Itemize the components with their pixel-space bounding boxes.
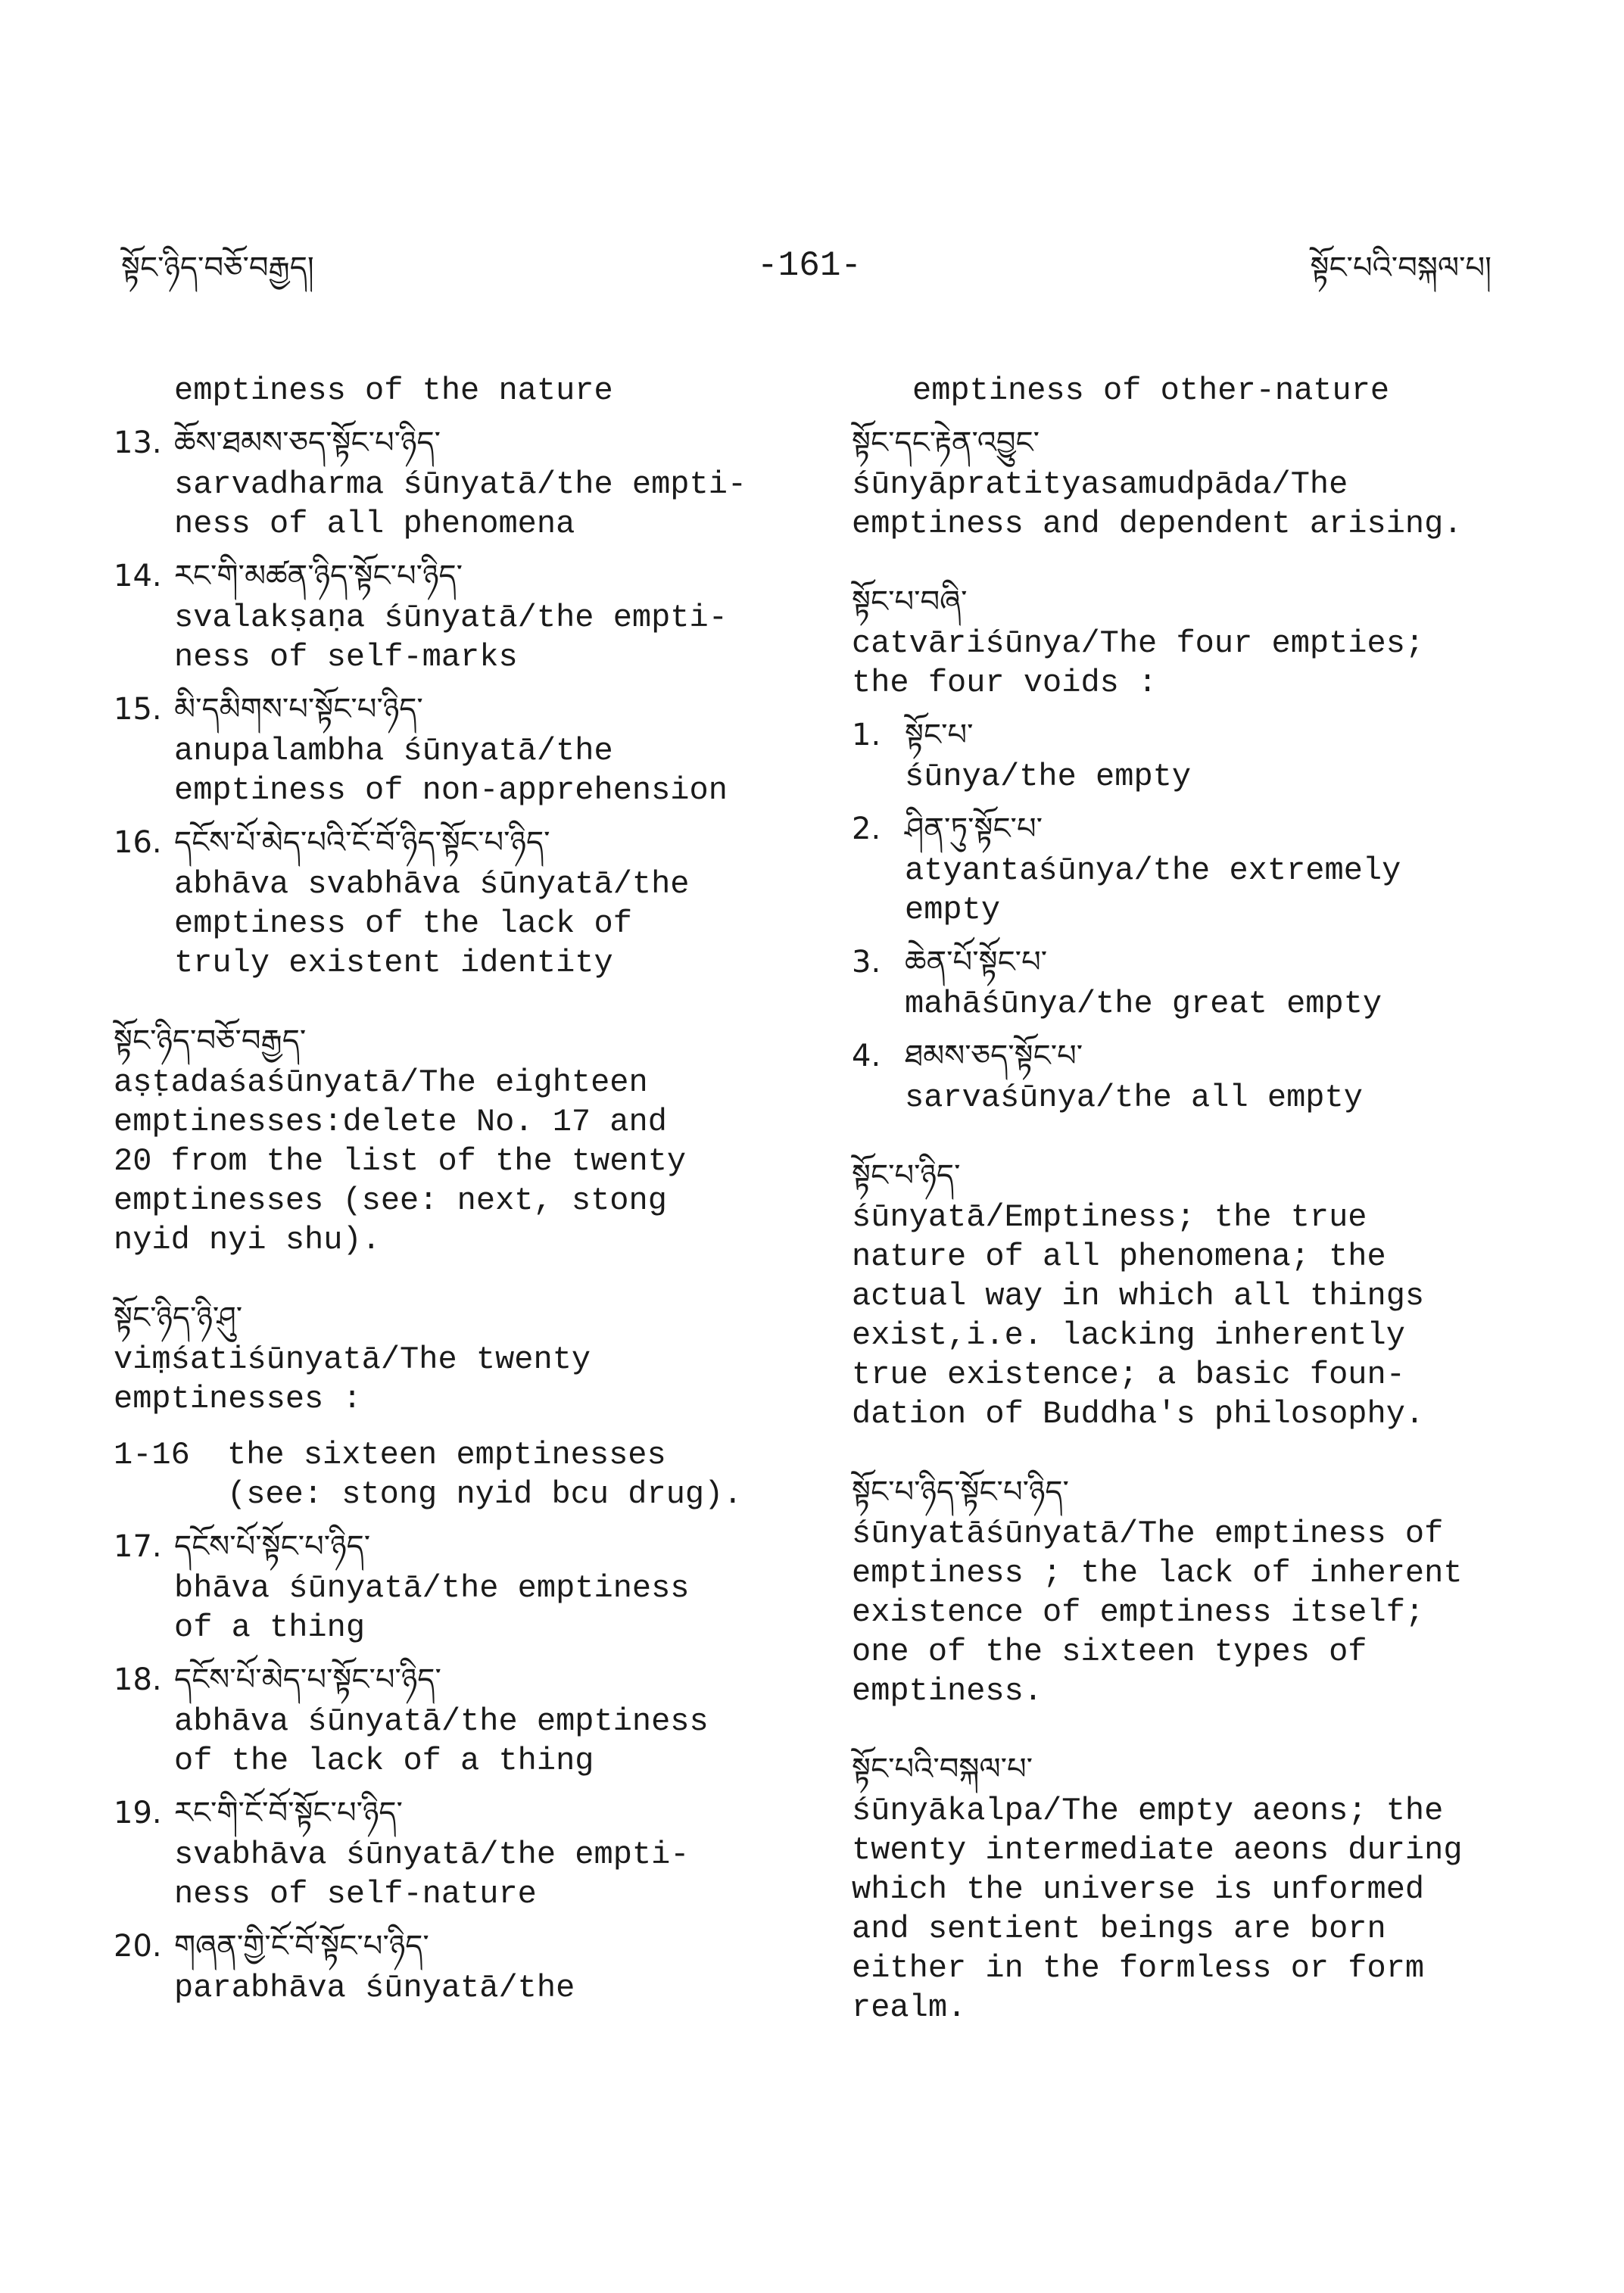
tibetan-term: ཤིན་ཏུ་སྟོང་པ་ — [905, 812, 1043, 846]
definition-line: actual way in which all things — [852, 1278, 1425, 1314]
item-number: 15. — [114, 692, 162, 727]
definition-line: sarvadharma śūnyatā/the empti- — [174, 466, 747, 503]
four-item-2 — [852, 807, 1518, 930]
tibetan-term: ཆོས་ཐམས་ཅད་སྟོང་པ་ཉིད་ — [174, 425, 441, 460]
list-item-14 — [114, 554, 780, 677]
definition-line: the four voids : — [852, 665, 1158, 701]
continuation-text: emptiness of other-nature — [912, 372, 1390, 409]
item-number: 13. — [114, 425, 162, 460]
definition-line: truly existent identity — [174, 945, 613, 981]
item-number: 4. — [852, 1039, 881, 1073]
tibetan-term: གཞན་གྱི་ངོ་བོ་སྟོང་པ་ཉིད་ — [174, 1929, 429, 1964]
definition-line: nyid nyi shu). — [114, 1222, 381, 1258]
item-number: 14. — [114, 559, 162, 594]
definition-line: which the universe is unformed — [852, 1871, 1425, 1908]
definition-line: emptinesses (see: next, stong — [114, 1182, 667, 1219]
list-item-1-16 — [114, 1435, 780, 1514]
definition-line: ness of self-marks — [174, 639, 518, 675]
entry-sunyata — [852, 1154, 1518, 1434]
definition-line: mahāśūnya/the great empty — [905, 986, 1382, 1022]
definition-line: śūnyāpratityasamudpāda/The — [852, 466, 1348, 503]
item-number: 19. — [114, 1796, 162, 1830]
continuation-text: emptiness of the nature — [174, 372, 613, 409]
tibetan-term: དངོས་པོ་མེད་པའི་ངོ་བོ་ཉིད་སྟོང་པ་ཉིད་ — [174, 825, 550, 860]
tibetan-term: སྟོང་པ་ — [905, 718, 974, 752]
tibetan-term: རང་གི་མཚན་ཉིད་སྟོང་པ་ཉིད་ — [174, 559, 463, 594]
definition-line: and sentient beings are born — [852, 1911, 1386, 1947]
item-number: 17. — [114, 1529, 162, 1564]
definition-line: dation of Buddha's philosophy. — [852, 1396, 1425, 1432]
tibetan-headword: སྟོང་ཉིད་ཉི་ཤུ་ — [114, 1301, 243, 1335]
entry-emptiness-dependent-arising — [852, 421, 1518, 544]
item-number: 1. — [852, 718, 881, 752]
list-item-18 — [114, 1658, 780, 1781]
definition-line: the sixteen emptinesses — [227, 1437, 666, 1473]
tibetan-headword: སྟོང་དང་རྟེན་འབྱུང་ — [852, 425, 1040, 460]
right-column — [852, 371, 1518, 2027]
definition-line: of a thing — [174, 1609, 366, 1646]
tibetan-headword: སྟོང་ཉིད་བཅོ་བརྒྱད་ — [114, 1023, 307, 1058]
definition-line: emptiness of the lack of — [174, 905, 632, 942]
header-left-tibetan: སྟོང་ཉིད་བཅོ་བརྒྱད། — [121, 251, 314, 285]
item-number: 1-16 — [114, 1437, 190, 1473]
definition-line: ness of self-nature — [174, 1876, 537, 1912]
left-column — [114, 371, 780, 2018]
definition-line: svabhāva śūnyatā/the empti- — [174, 1837, 690, 1873]
definition-line: (see: stong nyid bcu drug). — [227, 1476, 743, 1513]
header-right-tibetan: སྟོང་པའི་བསྐལ་པ། — [1310, 251, 1492, 285]
definition-line: twenty intermediate aeons during — [852, 1832, 1463, 1868]
definition-line: emptinesses : — [114, 1381, 362, 1417]
entry-twenty-emptinesses — [114, 1296, 780, 1419]
tibetan-term: རང་གི་ངོ་བོ་སྟོང་པ་ཉིད་ — [174, 1796, 403, 1830]
item-number: 16. — [114, 825, 162, 860]
definition-line: viṃśatiśūnyatā/The twenty — [114, 1341, 591, 1378]
tibetan-headword: སྟོང་པ་ཉིད་ — [852, 1158, 961, 1193]
list-item-16 — [114, 821, 780, 983]
definition-line: emptiness and dependent arising. — [852, 506, 1463, 542]
definition-line: parabhāva śūnyatā/the — [174, 1970, 575, 2006]
definition-line: emptinesses:delete No. 17 and — [114, 1104, 667, 1140]
item-number: 2. — [852, 812, 881, 846]
definition-line: catvāriśūnya/The four empties; — [852, 625, 1425, 662]
tibetan-headword: སྟོང་པ་བཞི་ — [852, 584, 968, 619]
definition-line: exist,i.e. lacking inherently — [852, 1317, 1405, 1354]
list-item-17 — [114, 1525, 780, 1647]
tibetan-term: དངོས་པོ་སྟོང་པ་ཉིད་ — [174, 1529, 371, 1564]
definition-line: emptiness. — [852, 1673, 1043, 1709]
definition-line: śūnya/the empty — [905, 759, 1192, 795]
tibetan-term: ཐམས་ཅད་སྟོང་པ་ — [905, 1039, 1083, 1073]
definition-line: one of the sixteen types of — [852, 1634, 1367, 1670]
entry-eighteen-emptinesses — [114, 1019, 780, 1260]
definition-line: abhāva śūnyatā/the emptiness — [174, 1703, 709, 1740]
definition-line: svalakṣaṇa śūnyatā/the empti- — [174, 600, 728, 636]
definition-line: 20 from the list of the twenty — [114, 1143, 687, 1179]
four-item-3 — [852, 940, 1518, 1023]
list-item-19 — [114, 1791, 780, 1914]
item-number: 18. — [114, 1662, 162, 1697]
definition-line: śūnyatā/Emptiness; the true — [852, 1199, 1367, 1235]
definition-line: ness of all phenomena — [174, 506, 575, 542]
tibetan-term: ཆེན་པོ་སྟོང་པ་ — [905, 945, 1048, 980]
list-item-13 — [114, 421, 780, 544]
list-item-15 — [114, 687, 780, 810]
definition-line: sarvaśūnya/the all empty — [905, 1080, 1363, 1116]
definition-line: nature of all phenomena; the — [852, 1238, 1386, 1275]
item-number: 3. — [852, 945, 881, 980]
item-number: 20. — [114, 1929, 162, 1964]
definition-line: either in the formless or form — [852, 1950, 1425, 1986]
four-item-4 — [852, 1034, 1518, 1117]
definition-line: realm. — [852, 1989, 967, 2026]
definition-line: śūnyatāśūnyatā/The emptiness of — [852, 1516, 1444, 1552]
definition-line: anupalambha śūnyatā/the — [174, 733, 613, 769]
tibetan-term: མི་དམིགས་པ་སྟོང་པ་ཉིད་ — [174, 692, 423, 727]
definition-line: true existence; a basic foun- — [852, 1357, 1405, 1393]
definition-line: of the lack of a thing — [174, 1743, 594, 1779]
entry-empty-aeons — [852, 1747, 1518, 2027]
entry-emptiness-of-emptiness — [852, 1470, 1518, 1711]
four-item-1 — [852, 713, 1518, 796]
definition-line: atyantaśūnya/the extremely — [905, 852, 1401, 889]
tibetan-term: དངོས་པོ་མེད་པ་སྟོང་པ་ཉིད་ — [174, 1662, 441, 1697]
tibetan-headword: སྟོང་པའི་བསྐལ་པ་ — [852, 1752, 1033, 1787]
definition-line: śūnyākalpa/The empty aeons; the — [852, 1793, 1444, 1829]
definition-line: aṣṭadaśaśūnyatā/The eighteen — [114, 1064, 648, 1101]
definition-line: bhāva śūnyatā/the emptiness — [174, 1570, 690, 1606]
tibetan-headword: སྟོང་པ་ཉིད་སྟོང་པ་ཉིད་ — [852, 1475, 1069, 1509]
definition-line: existence of emptiness itself; — [852, 1594, 1425, 1631]
page-number: -161- — [757, 246, 862, 285]
list-item-20 — [114, 1924, 780, 2008]
definition-line: emptiness ; the lack of inherent — [852, 1555, 1463, 1591]
definition-line: empty — [905, 892, 1001, 928]
definition-line: emptiness of non-apprehension — [174, 772, 728, 808]
entry-four-empties — [852, 580, 1518, 1117]
definition-line: abhāva svabhāva śūnyatā/the — [174, 866, 690, 902]
